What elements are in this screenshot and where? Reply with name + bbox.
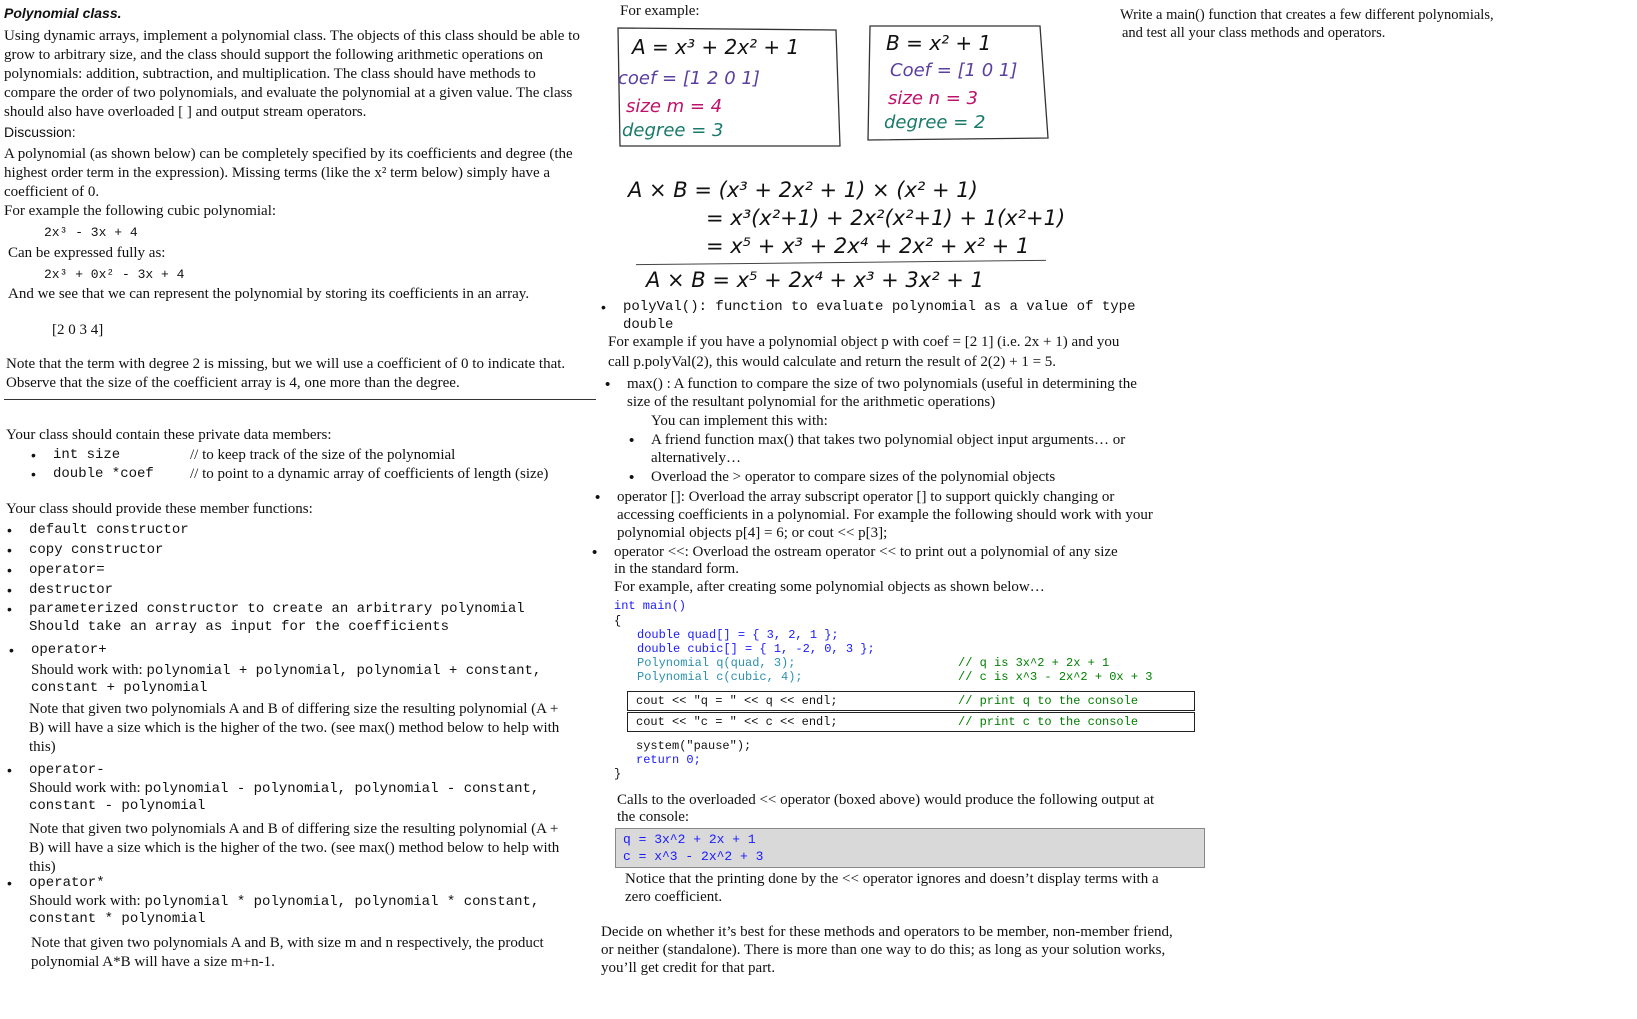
ostream-line-2: in the standard form.: [614, 561, 739, 577]
coefficient-array: [2 0 3 4]: [52, 322, 104, 338]
notice-line-2: zero coefficient.: [625, 889, 723, 905]
operator-minus-note: [29, 820, 559, 877]
member-coef: • double *coef: [53, 465, 154, 484]
work-code: polynomial * polynomial, polynomial * constant,: [144, 894, 540, 910]
note-line: polynomial A*B will have a size m+n-1.: [31, 954, 275, 970]
code-poly-c: Polynomial c(cubic, 4);: [637, 670, 803, 684]
intro-line: polynomials: addition, subtraction, and multiplication. The class should have methods to: [4, 66, 536, 82]
member-size: • int size: [53, 446, 120, 465]
main-instruction-1: Write a main() function that creates a few different polynomials,: [1120, 7, 1494, 23]
decide-line-1: Decide on whether it’s best for these methods and operators to be member, non-member friend,: [601, 924, 1173, 940]
box-a-poly: A = x³ + 2x² + 1: [632, 35, 800, 59]
discussion-label: Discussion:: [4, 124, 76, 140]
code-cout-q: cout << "q = " << q << endl;: [636, 694, 838, 708]
operator-plus-note: [29, 700, 559, 757]
intro-paragraph: [4, 27, 580, 122]
code-brace-open: {: [614, 614, 622, 628]
box-b-degree: degree = 2: [884, 112, 986, 133]
code-return: return 0;: [636, 753, 701, 767]
cubic-polynomial: 2x³ - 3x + 4: [44, 225, 138, 240]
code-brace-close: }: [614, 767, 622, 781]
decide-line-3: you’ll get credit for that part.: [601, 960, 776, 976]
operator-minus-work: [29, 779, 539, 799]
max-line-1: • max() : A function to compare the size of two polynomials (useful in determining the: [627, 375, 1137, 394]
work-label: Should work with:: [29, 893, 145, 909]
product-line-3: = x⁵ + x³ + 2x⁴ + 2x² + x² + 1: [706, 234, 1030, 258]
work-label: Should work with:: [31, 662, 147, 678]
function-item: • default constructor: [29, 521, 189, 540]
note-line: this): [29, 859, 56, 875]
operator-plus-work2: constant + polynomial: [31, 680, 208, 696]
operator-times-work2: constant * polynomial: [29, 911, 206, 927]
code-cout-c: cout << "c = " << c << endl;: [636, 715, 838, 729]
polyval-desc-1: For example if you have a polynomial object p with coef = [2 1] (i.e. 2x + 1) and you: [608, 334, 1120, 350]
discussion-line: coefficient of 0.: [4, 184, 100, 200]
box-b-poly: B = x² + 1: [886, 31, 992, 55]
console-output: [615, 828, 1205, 868]
section-divider: [4, 399, 596, 400]
operator-plus: • operator+: [31, 641, 107, 660]
param-note: Should take an array as input for the coefficients: [29, 619, 450, 635]
subscript-line-2: accessing coefficients in a polynomial. For example the following should work with your: [617, 507, 1153, 523]
example-intro: For example the following cubic polynomial:: [4, 203, 277, 219]
note-line: Note that the term with degree 2 is missing, but we will use a coefficient of 0 to indicate that.: [6, 356, 566, 372]
box-b-size: size n = 3: [888, 88, 979, 109]
function-item: • operator=: [29, 561, 105, 580]
intro-line: Using dynamic arrays, implement a polynomial class. The objects of this class should be able to: [4, 28, 580, 44]
full-polynomial: 2x³ + 0x² - 3x + 4: [44, 267, 185, 282]
product-underline: [636, 260, 1046, 265]
console-line: c = x^3 - 2x^2 + 3: [623, 849, 764, 864]
code-line: double quad[] = { 3, 2, 1 };: [637, 628, 839, 642]
code-comment-q: // q is 3x^2 + 2x + 1: [958, 656, 1110, 670]
operator-times-work: [29, 892, 539, 912]
product-result: A × B = x⁵ + 2x⁴ + x³ + 3x² + 1: [646, 268, 984, 292]
note-line: this): [29, 739, 56, 755]
calls-line-1: Calls to the overloaded << operator (boxed above) would produce the following output at: [617, 792, 1155, 808]
code-main: [614, 599, 686, 614]
implement-label: You can implement this with:: [651, 413, 828, 429]
operator-times-note: [31, 934, 544, 972]
function-item: • parameterized constructor to create an arbitrary polynomial: [29, 600, 525, 619]
member-size-comment: // to keep track of the size of the polynomial: [190, 447, 456, 463]
expressed-text: Can be expressed fully as:: [8, 245, 166, 261]
code-line: double cubic[] = { 1, -2, 0, 3 };: [637, 642, 875, 656]
note-paragraph: [6, 355, 565, 393]
code-poly-q: Polynomial q(quad, 3);: [637, 656, 796, 670]
operator-times: • operator*: [29, 874, 105, 893]
decide-line-2: or neither (standalone). There is more than one way to do this; as long as your solution works,: [601, 942, 1166, 958]
max-line-2: size of the resultant polynomial for the arithmetic operations): [627, 394, 996, 410]
main-instruction-2: and test all your class methods and operators.: [1122, 25, 1386, 41]
code-system-pause: system("pause");: [636, 739, 752, 753]
polyval-desc-2: call p.polyVal(2), this would calculate and return the result of 2(2) + 1 = 5.: [608, 354, 1057, 370]
work-code: polynomial - polynomial, polynomial - constant,: [144, 781, 540, 797]
discussion-paragraph: [4, 145, 573, 202]
code-comment-print-c: // print c to the console: [958, 715, 1139, 729]
polyval-signature: • polyVal(): function to evaluate polynomial as a value of type: [623, 298, 1135, 317]
polyval-signature-2: double: [623, 317, 674, 333]
box-b-coef: Coef = [1 0 1]: [890, 60, 1018, 81]
represent-text: And we see that we can represent the polynomial by storing its coefficients in an array.: [8, 286, 530, 302]
product-line-1: A × B = (x³ + 2x² + 1) × (x² + 1): [628, 178, 978, 202]
operator-minus-work2: constant - polynomial: [29, 798, 206, 814]
for-example-label: For example:: [620, 3, 700, 19]
private-intro: Your class should contain these private data members:: [6, 427, 332, 443]
product-line-2: = x³(x²+1) + 2x²(x²+1) + 1(x²+1): [706, 206, 1066, 230]
ostream-line-3: For example, after creating some polynomial objects as shown below…: [614, 579, 1045, 595]
discussion-line: A polynomial (as shown below) can be completely specified by its coefficients and degree (the: [4, 146, 573, 162]
operator-plus-work: [31, 661, 541, 681]
ostream-line-1: • operator <<: Overload the ostream operator << to print out a polynomial of any size: [614, 543, 1118, 562]
box-a-size: size m = 4: [626, 96, 723, 117]
operator-minus: • operator-: [29, 761, 105, 780]
intro-line: should also have overloaded [ ] and output stream operators.: [4, 104, 367, 120]
friend-line-2: alternatively…: [651, 450, 741, 466]
code-line: int main(): [614, 599, 687, 613]
note-line: Observe that the size of the coefficient array is 4, one more than the degree.: [6, 375, 460, 391]
code-comment-c: // c is x^3 - 2x^2 + 0x + 3: [958, 670, 1153, 684]
overload-gt: • Overload the > operator to compare sizes of the polynomial objects: [651, 468, 1055, 487]
note-line: Note that given two polynomials A and B of differing size the resulting polynomial (A +: [29, 821, 559, 837]
code-quad: [637, 628, 839, 643]
note-line: Note that given two polynomials A and B of differing size the resulting polynomial (A +: [29, 701, 559, 717]
console-line: q = 3x^2 + 2x + 1: [623, 832, 756, 847]
work-code: polynomial + polynomial, polynomial + constant,: [146, 663, 542, 679]
note-line: Note that given two polynomials A and B, with size m and n respectively, the product: [31, 935, 544, 951]
member-coef-comment: // to point to a dynamic array of coefficients of length (size): [190, 466, 549, 482]
intro-line: grow to arbitrary size, and the class should support the following arithmetic operations on: [4, 47, 544, 63]
note-line: B) will have a size which is the higher of the two. (see max() method below to help with: [29, 840, 560, 856]
friend-line-1: • A friend function max() that takes two polynomial object input arguments… or: [651, 431, 1125, 450]
functions-intro: Your class should provide these member functions:: [6, 501, 313, 517]
page-title: Polynomial class.: [4, 5, 122, 21]
calls-line-2: the console:: [617, 809, 690, 825]
subscript-line-3: polynomial objects p[4] = 6; or cout << p[3];: [617, 525, 888, 541]
intro-line: compare the order of two polynomials, and evaluate the polynomial at a given value. The class: [4, 85, 573, 101]
subscript-line-1: • operator []: Overload the array subscript operator [] to support quickly changing or: [617, 488, 1114, 507]
code-cubic: [637, 642, 875, 657]
discussion-line: highest order term in the expression). Missing terms (like the x² term below) simply have a: [4, 165, 551, 181]
work-label: Should work with:: [29, 780, 145, 796]
note-line: B) will have a size which is the higher of the two. (see max() method below to help with: [29, 720, 560, 736]
notice-line-1: Notice that the printing done by the << operator ignores and doesn’t display terms with a: [625, 871, 1159, 887]
box-a-degree: degree = 3: [622, 120, 724, 141]
function-item: • copy constructor: [29, 541, 163, 560]
box-a-coef: coef = [1 2 0 1]: [618, 68, 760, 89]
function-item: • destructor: [29, 581, 113, 600]
code-comment-print-q: // print q to the console: [958, 694, 1139, 708]
